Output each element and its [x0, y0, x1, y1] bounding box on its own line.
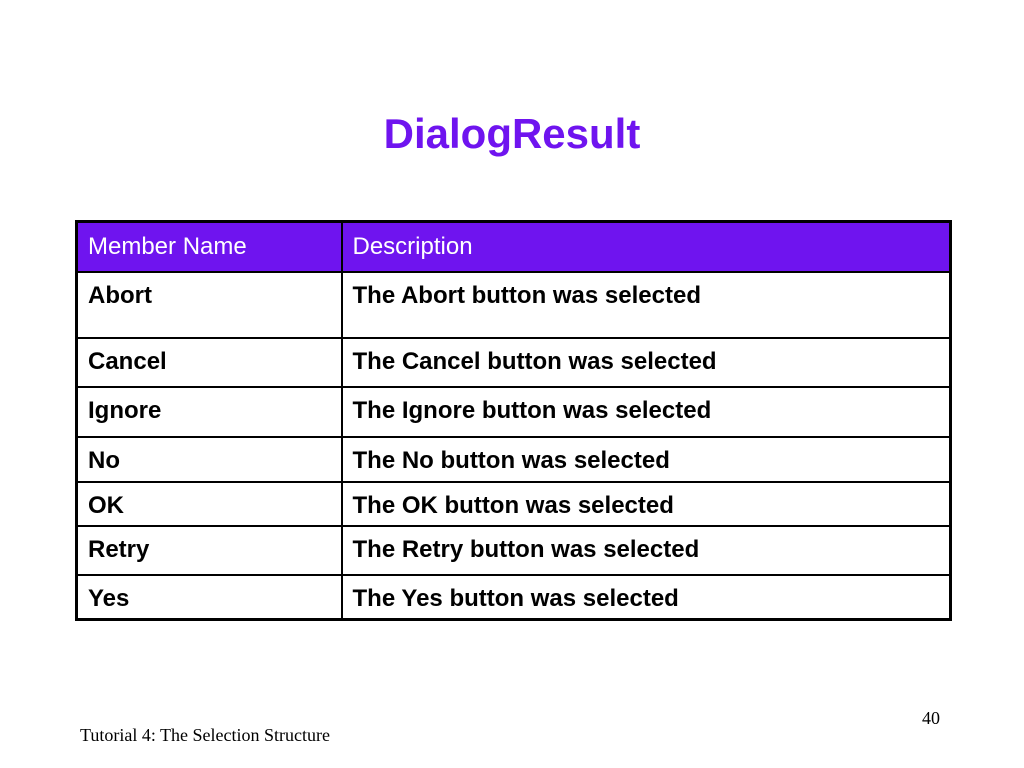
- page-number: 40: [922, 708, 940, 728]
- slide-title: DialogResult: [383, 110, 641, 157]
- member-name-cell: Retry: [77, 526, 342, 575]
- member-name-cell: No: [77, 437, 342, 482]
- table-row: [77, 272, 951, 338]
- header-description: Description: [342, 222, 951, 272]
- description-cell: The Yes button was selected: [342, 575, 951, 620]
- table-row: [77, 387, 951, 437]
- table-row: [77, 526, 951, 575]
- description-cell: The Cancel button was selected: [342, 338, 951, 387]
- table-row: [77, 437, 951, 482]
- member-name-cell: Yes: [77, 575, 342, 620]
- member-name-cell: OK: [77, 482, 342, 526]
- member-name-cell: Abort: [77, 272, 342, 338]
- member-name-cell: Ignore: [77, 387, 342, 437]
- members-table-container: [75, 220, 949, 618]
- table-row: [77, 575, 951, 620]
- table-row: [77, 338, 951, 387]
- member-name-cell: Cancel: [77, 338, 342, 387]
- table-row: [77, 482, 951, 526]
- description-cell: The No button was selected: [342, 437, 951, 482]
- members-table: [75, 220, 952, 621]
- header-member-name: Member Name: [77, 222, 342, 272]
- table-header-row: [77, 222, 951, 272]
- description-cell: The Abort button was selected: [342, 272, 951, 338]
- description-cell: The Ignore button was selected: [342, 387, 951, 437]
- description-cell: The OK button was selected: [342, 482, 951, 526]
- footer-text: Tutorial 4: The Selection Structure: [80, 725, 330, 745]
- description-cell: The Retry button was selected: [342, 526, 951, 575]
